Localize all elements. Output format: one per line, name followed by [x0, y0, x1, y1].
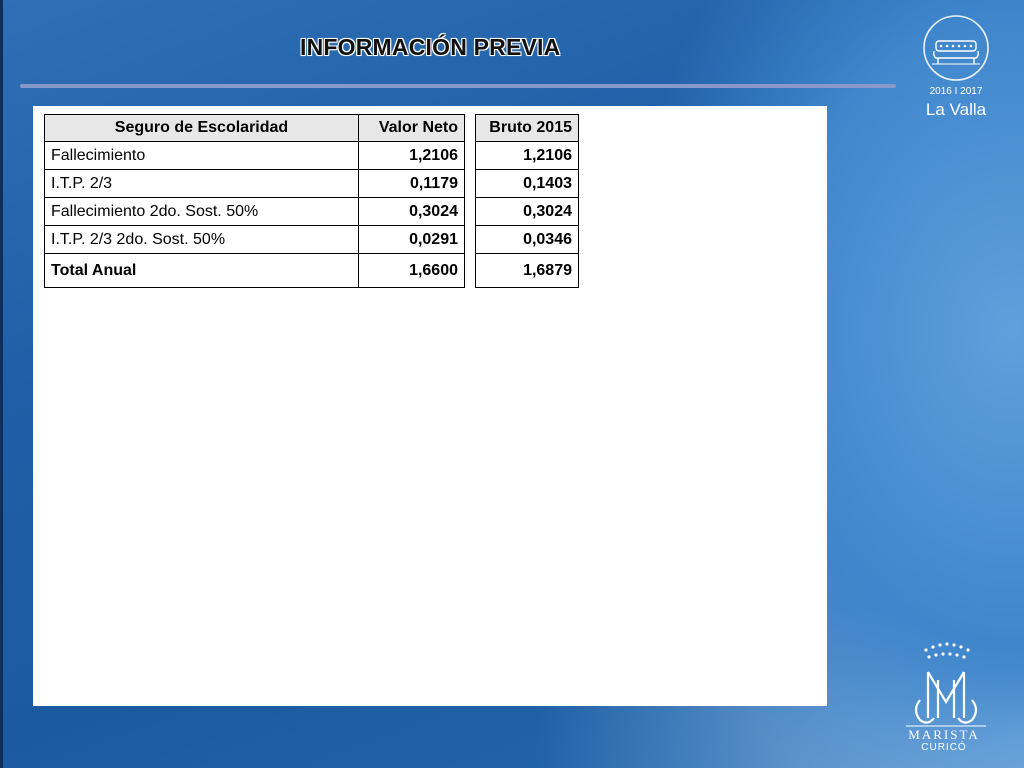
total-bruto: 1,6879	[476, 254, 579, 288]
table-row	[45, 170, 465, 198]
table-header-row	[45, 115, 465, 142]
row-bruto: 0,1403	[476, 170, 579, 198]
total-label: Total Anual	[45, 254, 359, 288]
title-underline	[20, 84, 896, 88]
brand-curico: CURICÓ	[921, 742, 967, 753]
table-row	[45, 226, 465, 254]
header-seguro-escolaridad: Seguro de Escolaridad	[45, 115, 359, 142]
brand-marista: MARISTA	[908, 727, 980, 742]
table-row	[476, 170, 579, 198]
row-label: Fallecimiento 2do. Sost. 50%	[45, 198, 359, 226]
header-bruto-2015: Bruto 2015	[476, 115, 579, 142]
row-valor-neto: 1,2106	[359, 142, 465, 170]
row-valor-neto: 0,3024	[359, 198, 465, 226]
insurance-table	[44, 114, 465, 288]
table-row	[476, 226, 579, 254]
header-valor-neto: Valor Neto	[359, 115, 465, 142]
row-bruto: 0,3024	[476, 198, 579, 226]
table-row	[45, 198, 465, 226]
table-row	[476, 142, 579, 170]
row-label: I.T.P. 2/3 2do. Sost. 50%	[45, 226, 359, 254]
row-bruto: 1,2106	[476, 142, 579, 170]
table-row	[476, 198, 579, 226]
total-valor-neto: 1,6600	[359, 254, 465, 288]
la-valla-logo-icon	[922, 14, 990, 82]
total-row	[476, 254, 579, 288]
row-label: I.T.P. 2/3	[45, 170, 359, 198]
table-row	[45, 142, 465, 170]
row-bruto: 0,0346	[476, 226, 579, 254]
row-label: Fallecimiento	[45, 142, 359, 170]
table-header-row	[476, 115, 579, 142]
brand-la-valla: La Valla	[925, 100, 987, 119]
row-valor-neto: 0,0291	[359, 226, 465, 254]
slide-title: INFORMACIÓN PREVIA	[300, 34, 561, 60]
row-valor-neto: 0,1179	[359, 170, 465, 198]
brand-years: 2016 I 2017	[929, 86, 983, 97]
total-row	[45, 254, 465, 288]
left-edge-border	[0, 0, 3, 768]
bruto-table	[475, 114, 579, 288]
marista-emblem-icon	[898, 640, 994, 736]
